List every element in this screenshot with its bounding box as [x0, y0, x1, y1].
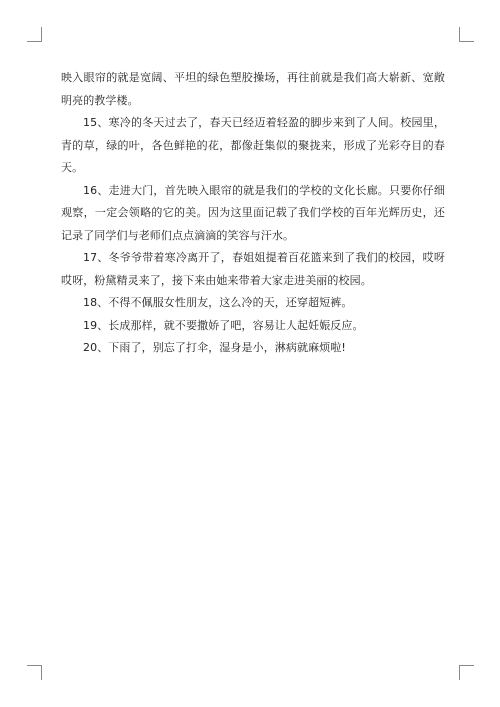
document-body	[61, 67, 445, 360]
top-right-margin-mark	[459, 27, 474, 42]
paragraph-continuation: 映入眼帘的就是宽阔、平坦的绿色塑胶操场，再往前就是我们高大崭新、宽敞明亮的教学楼。	[61, 71, 445, 107]
paragraph-15: 15、寒冷的冬天过去了，春天已经迈着轻盈的脚步来到了人间。校园里，青的草，绿的叶，各色鲜艳的花，都像赶集似的聚拢来，形成了光彩夺目的春天。	[61, 116, 445, 174]
paragraph-16: 16、走进大门，首先映入眼帘的就是我们的学校的文化长廊。只要你仔细观察，一定会领略的它的美。因为这里面记载了我们学校的百年光辉历史，还记录了同学们与老师们点点滴滴的笑容与汗水。	[61, 183, 445, 242]
paragraph-18: 18、不得不佩服女性朋友，这么冷的天，还穿超短裤。	[83, 296, 353, 309]
paragraph-17: 17、冬爷爷带着寒冷离开了，春姐姐提着百花篮来到了我们的校园，哎呀哎呀，粉黛精灵来了，接下来由她来带着大家走进美丽的校园。	[61, 251, 445, 287]
paragraph-20: 20、下雨了，别忘了打伞，湿身是小，淋病就麻烦啦!	[83, 341, 346, 354]
bottom-left-margin-mark	[27, 665, 42, 680]
top-left-margin-mark	[27, 27, 42, 42]
paragraph-19: 19、长成那样，就不要撒娇了吧，容易让人起妊娠反应。	[83, 318, 364, 332]
bottom-right-margin-mark	[459, 665, 474, 680]
